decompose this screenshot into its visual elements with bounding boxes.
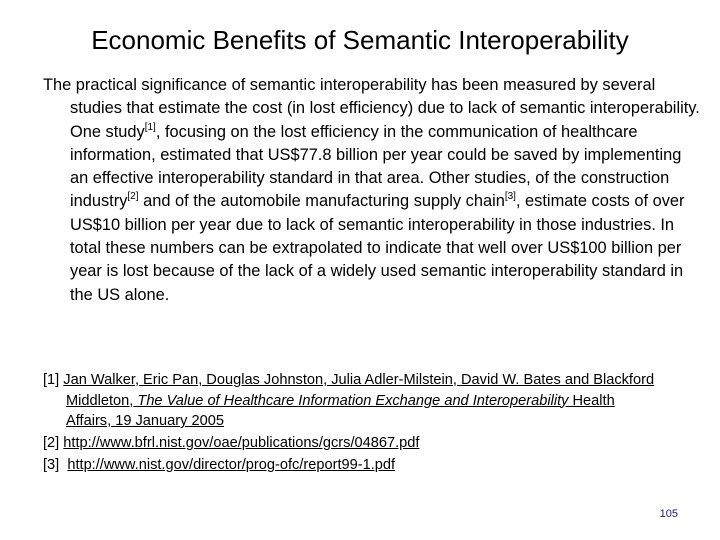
- reference-marker: [1]: [43, 372, 60, 388]
- citation-marker-2: [2]: [127, 191, 139, 203]
- reference-source: Health Affairs, 19 January 2005: [66, 392, 615, 429]
- citation-marker-3: [3]: [504, 191, 516, 203]
- reference-marker: [2]: [43, 435, 60, 451]
- page-number: 105: [659, 508, 678, 520]
- citation-marker-1: [1]: [144, 121, 156, 133]
- reference-2-link[interactable]: http://www.bfrl.nist.gov/oae/publications/gcrs/04867.pdf: [63, 435, 420, 451]
- reference-3-link[interactable]: http://www.nist.gov/director/prog-ofc/report99-1.pdf: [67, 457, 396, 473]
- reference-article-title: The Value of Healthcare Information Exchange and Interoperability: [137, 392, 569, 409]
- reference-1-link[interactable]: [63, 372, 654, 429]
- reference-3: [43, 455, 663, 476]
- reference-1: [43, 370, 663, 432]
- reference-marker: [3]: [43, 457, 60, 473]
- slide-title: Economic Benefits of Semantic Interoperability: [91, 25, 629, 55]
- body-paragraph: [43, 74, 700, 307]
- body-text-part-1: The practical significance of semantic interoperability has been measured by several studies that estimate the cost (in lost efficiency) due to lack of semantic interoperability. One study: [43, 76, 700, 141]
- body-text-part-3: and of the automobile manufacturing supply chain: [138, 192, 505, 211]
- reference-2: [43, 433, 663, 454]
- body-text-part-2: , focusing on the lost efficiency in the communication of healthcare information, estimated that US$77.8 billion per year could be saved by implementing an effective interoperability standard in that area. Other studies, of the construction industry: [70, 122, 682, 211]
- body-text-part-4: , estimate costs of over US$10 billion per year due to lack of semantic interoperability in those industries. In total these numbers can be extrapolated to indicate that well over US$100 billion per year is lost because of the lack of a widely used semantic interoperability standard in the US alone.: [70, 192, 685, 304]
- references-list: [43, 370, 663, 477]
- reference-authors: Jan Walker, Eric Pan, Douglas Johnston, Julia Adler-Milstein, David W. Bates and Blackford Middleton,: [63, 372, 655, 409]
